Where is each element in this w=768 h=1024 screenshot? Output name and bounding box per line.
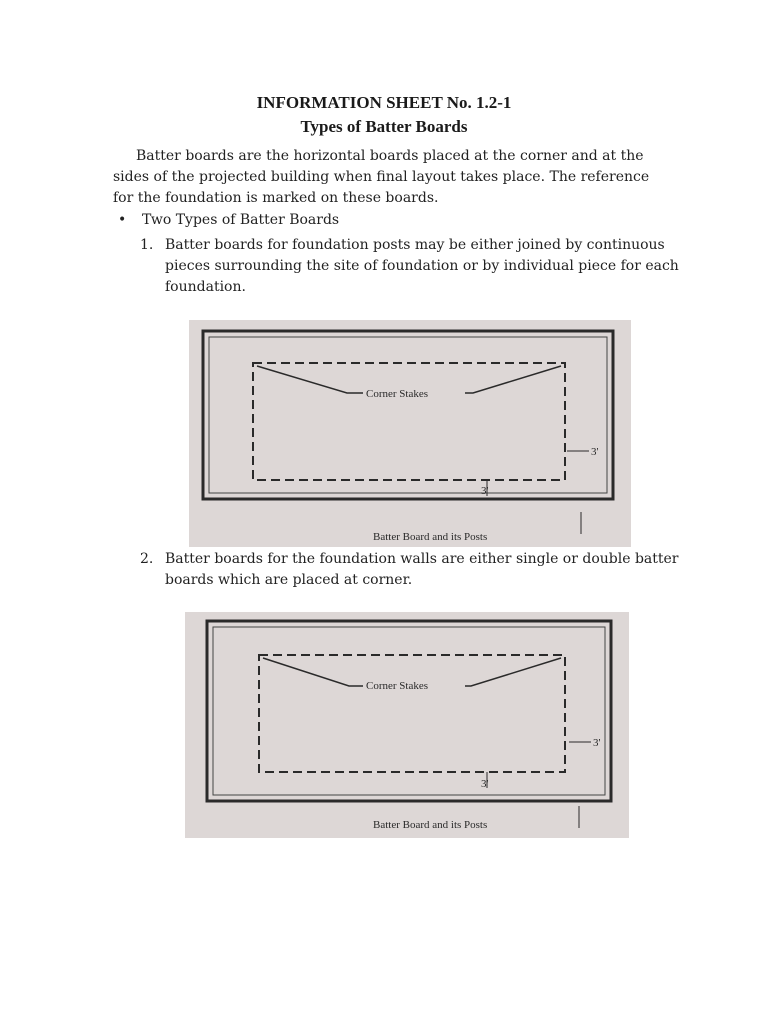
bullet-item — [118, 210, 339, 231]
bottom-dimension-label: 3' — [481, 778, 489, 790]
sheet-title: INFORMATION SHEET No. 1.2-1 — [256, 93, 512, 112]
corner-stakes-label: Corner Stakes — [366, 388, 429, 400]
list-item-number: 2. — [140, 551, 154, 567]
list-item-text: Batter boards for the foundation walls are either single or double batter boards which are placed at corner. — [165, 551, 679, 588]
sheet-subtitle: Types of Batter Boards — [300, 117, 468, 136]
batter-board-diagram-1 — [189, 320, 631, 547]
corner-stakes-label: Corner Stakes — [366, 680, 429, 692]
list-item-text: Batter boards for foundation posts may be either joined by continuous pieces surrounding the site of foundation or by individual piece for each foundation. — [165, 237, 679, 295]
bullet-text: Two Types of Batter Boards — [142, 212, 340, 228]
batter-board-label: Batter Board and its Posts — [373, 819, 488, 831]
bottom-dimension-label: 3' — [481, 485, 489, 497]
batter-board-diagram-2 — [185, 612, 629, 838]
intro-paragraph: Batter boards are the horizontal boards placed at the corner and at the sides of the projected building when final layout takes place. The reference for the foundation is marked on these boards. — [113, 148, 650, 206]
side-dimension-label: 3' — [591, 446, 599, 458]
side-dimension-label: 3' — [593, 737, 601, 749]
bullet-icon: • — [118, 212, 127, 228]
batter-board-label: Batter Board and its Posts — [373, 531, 488, 543]
list-item-number: 1. — [140, 237, 154, 253]
